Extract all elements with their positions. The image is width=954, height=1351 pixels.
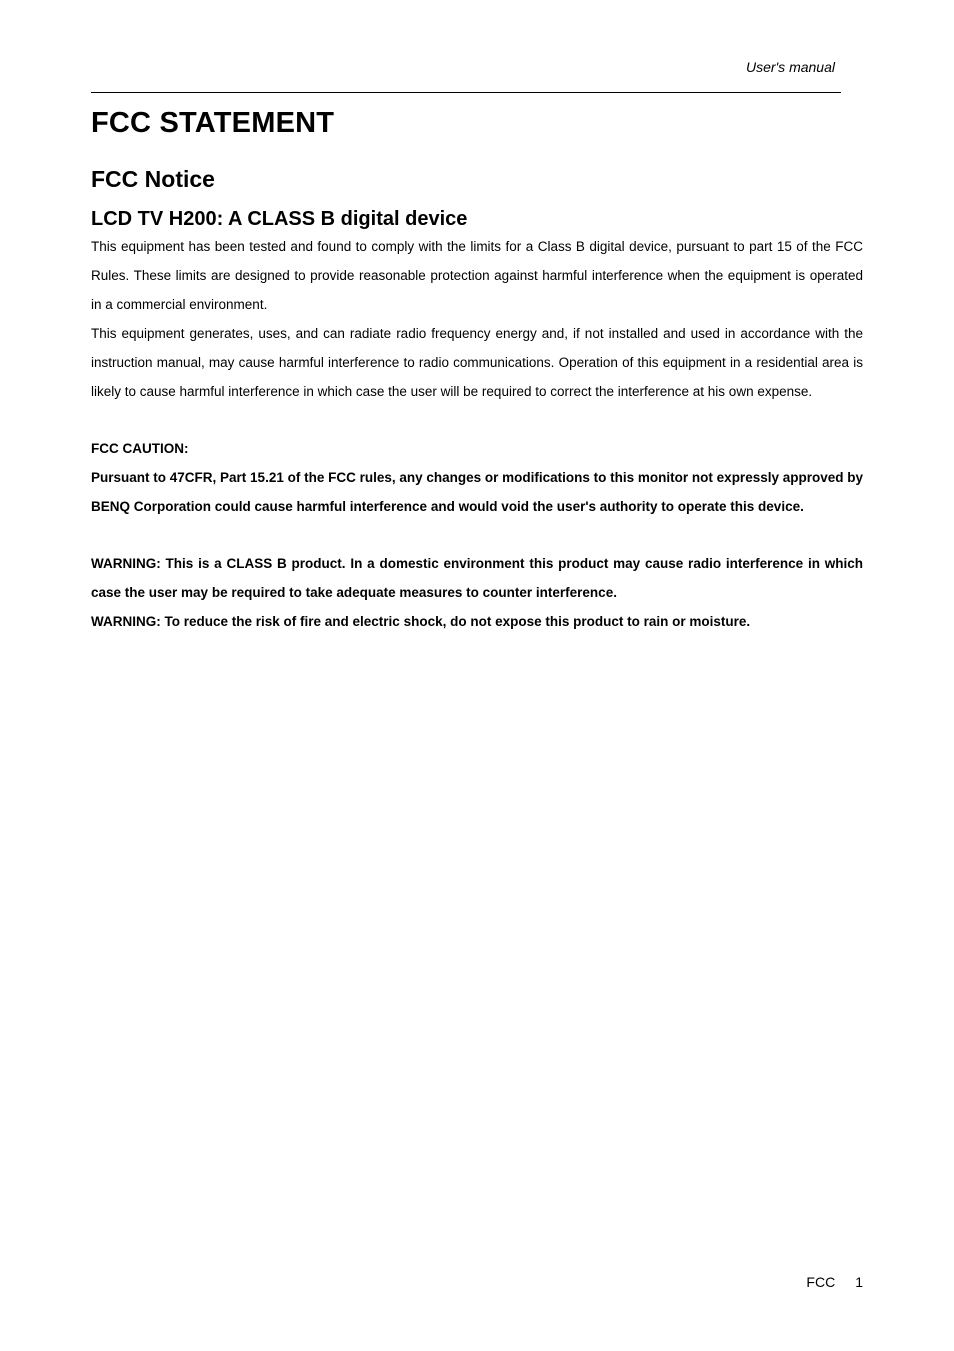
compliance-paragraph: This equipment has been tested and found to comply with the limits for a Class B digital device, pursuant to part 15 of the FCC Rules. These limits are designed to provide reasonable protection against harmful interference when the equipment is operated in a commercial environment.	[91, 239, 863, 312]
spacer	[91, 521, 863, 549]
warning-moisture: WARNING: To reduce the risk of fire and electric shock, do not expose this product to rain or moisture.	[91, 614, 751, 629]
page-content	[91, 104, 863, 636]
page-footer	[806, 1272, 863, 1292]
caution-text: Pursuant to 47CFR, Part 15.21 of the FCC rules, any changes or modifications to this monitor not expressly approved by BENQ Corporation could cause harmful interference and would void the user's authority to operate this device.	[91, 470, 863, 514]
interference-paragraph: This equipment generates, uses, and can radiate radio frequency energy and, if not installed and used in accordance with the instruction manual, may cause harmful interference to radio communications. Operation of this equipment in a residential area is likely to cause harmful interference in which case the user will be required to correct the interference at his own expense.	[91, 326, 863, 399]
page-title: FCC STATEMENT	[91, 107, 335, 139]
page-number: 1	[855, 1274, 863, 1290]
running-header: User's manual	[745, 59, 835, 75]
caution-heading: FCC CAUTION:	[91, 441, 189, 456]
header-divider	[91, 92, 841, 93]
subsection-heading: LCD TV H200: A CLASS B digital device	[91, 208, 468, 230]
spacer	[91, 406, 863, 434]
warning-class-b: WARNING: This is a CLASS B product. In a domestic environment this product may cause radio interference in which case the user may be required to take adequate measures to counter interference.	[91, 556, 863, 600]
section-heading: FCC Notice	[91, 166, 215, 192]
footer-section: FCC	[806, 1274, 836, 1290]
